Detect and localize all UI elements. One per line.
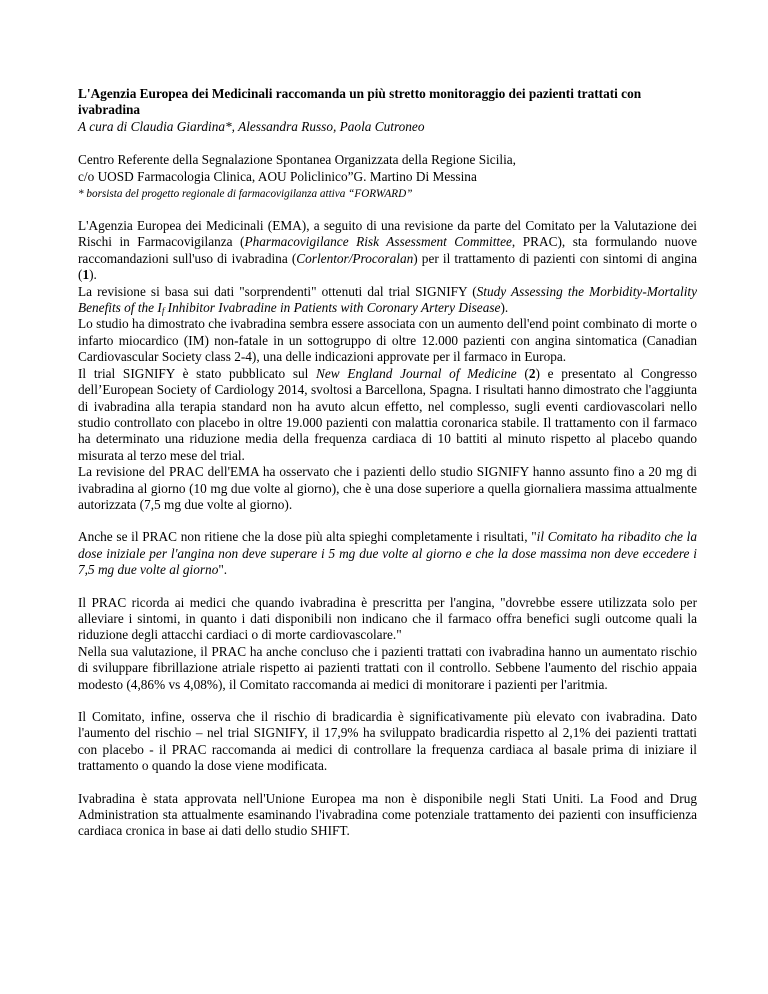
paragraph-intro: L'Agenzia Europea dei Medicinali (EMA), a seguito di una revisione da parte del Comitato per la Valutazione dei Rischi in Farmacovigilanza (Pharmacovigilance Risk Assessment Committee, PRAC), sta formulando nuove raccomandazioni sull'uso di ivabradina (Corlentor/Procoralan) per il trattamento di pazienti con sintomi di angina (1). [78, 218, 698, 283]
affiliation-footnote: * borsista del progetto regionale di farmacovigilanza attiva “FORWARD” [78, 188, 413, 201]
reference-2: 2 [528, 365, 536, 381]
paragraph-bradycardia: Il Comitato, infine, osserva che il rischio di bradicardia è significativamente più elevato con ivabradina. Dato l'aumento del rischio – nel trial SIGNIFY, il 17,9% ha sviluppato bradicardia rispetto al 2,1% dei pazienti trattati con placebo - il PRAC raccomanda ai medici di controllare la frequenza cardiaca al basale prima di iniziare il trattamento o quando la dose viene modificata. [78, 709, 697, 774]
paragraph-signify: La revisione si basa sui dati "sorprendenti" ottenuti dal trial SIGNIFY (Study Assessing the Morbidity-Mortality Benefits of the $I_f$ Inhibitor Ivabradine in Patients with Coronary Artery Disease). [78, 283, 697, 317]
affiliation-line-1: Centro Referente della Segnalazione Spontanea Organizzata della Regione Sicilia, [78, 152, 517, 168]
paragraph-publication: Il trial SIGNIFY è stato pubblicato sul New England Journal of Medicine (2) e presentato al Congresso dell’European Society of Cardiology 2014, svoltosi a Barcellona, Spagna. I risultati hanno dimostrato che l'aggiunta di ivabradina alla terapia standard non ha avuto alcun effetto, nel complesso, sugli eventi cardiovascolari nello studio controllato con placebo in oltre 19.000 pazienti con malattia coronarica stabile. Il trattamento con il farmaco ha determinato una riduzione media della frequenza cardiaca di 10 battiti al minuto rispetto al placebo quando misurata al terzo mese del trial. [78, 365, 697, 463]
article-title: L'Agenzia Europea dei Medicinali raccomanda un più stretto monitoraggio dei pazienti trattati con ivabradina [78, 86, 642, 118]
article-authors: A cura di Claudia Giardina*, Alessandra Russo, Paola Cutroneo [78, 118, 425, 134]
paragraph-approval: Ivabradina è stata approvata nell'Unione Europea ma non è disponibile negli Stati Uniti. La Food and Drug Administration sta attualmente esaminando l'ivabradina come potenziale trattamento dei pazienti con insufficienza cardiaca cronica in base ai dati dello studio SHIFT. [78, 790, 697, 839]
paragraph-prac-review: La revisione del PRAC dell'EMA ha osservato che i pazienti dello studio SIGNIFY hanno assunto fino a 20 mg di ivabradina al giorno (10 mg due volte al giorno), che è una dose superiore a quella giornaliera massima attualmente autorizzata (7,5 mg due volte al giorno). [78, 464, 697, 512]
article-body [78, 218, 697, 840]
affiliation-block [78, 152, 697, 201]
reference-1: 1 [82, 267, 90, 283]
paragraph-study-results: Lo studio ha dimostrato che ivabradina sembra essere associata con un aumento dell'end point combinato di morte o infarto miocardico (IM) non-fatale in un sottogruppo di oltre 12.000 pazienti con angina sintomatica (Canadian Cardiovascular Society class 2-4), una delle indicazioni approvate per il farmaco in Europa. [78, 316, 697, 365]
affiliation-line-2: c/o UOSD Farmacologia Clinica, AOU Policlinico”G. Martino Di Messina [78, 168, 477, 184]
paragraph-angina-use: Il PRAC ricorda ai medici che quando ivabradina è prescritta per l'angina, "dovrebbe essere utilizzata solo per alleviare i sintomi, in quanto i dati disponibili non indicano che il farmaco offra benefici sugli outcome quali la riduzione degli attacchi cardiaci o di morte cardiovascolare." [78, 594, 697, 643]
paragraph-dose: Anche se il PRAC non ritiene che la dose più alta spieghi completamente i risultati, "il Comitato ha ribadito che la dose iniziale per l'angina non deve superare i 5 mg due volte al giorno e che la dose massima non deve eccedere i 7,5 mg due volte al giorno". [78, 529, 697, 578]
paragraph-atrial-fibrillation: Nella sua valutazione, il PRAC ha anche concluso che i pazienti trattati con ivabradina hanno un aumentato rischio di sviluppare fibrillazione atriale rispetto ai pazienti trattati con il controllo. Sebbene l'aumento del rischio appaia modesto (4,86% vs 4,08%), il Comitato raccomanda ai medici di monitorare i pazienti per l'aritmia. [78, 643, 697, 692]
document-page [78, 86, 697, 840]
